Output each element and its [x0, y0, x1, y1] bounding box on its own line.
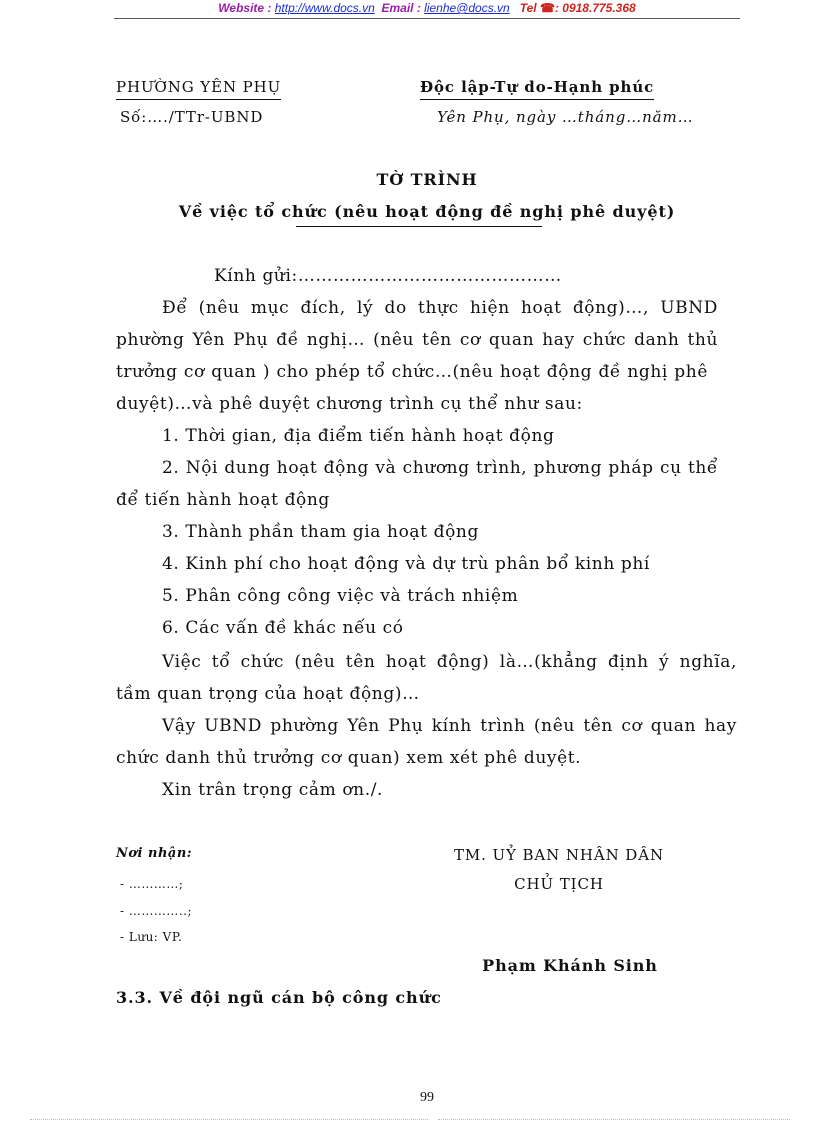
list-item-5: 5. Phân công công việc và trách nhiệm — [162, 586, 519, 606]
signer-name: Phạm Khánh Sinh — [482, 956, 658, 975]
significance-line-2: tầm quan trọng của hoạt động)… — [116, 684, 420, 704]
page-number: 99 — [420, 1090, 434, 1105]
tel-label: Tel — [519, 1, 537, 15]
list-item-3: 3. Thành phần tham gia hoạt động — [162, 522, 479, 542]
list-item-6: 6. Các vấn đề khác nếu có — [162, 618, 404, 638]
document-subtitle: Về việc tổ chức (nêu hoạt động đề nghị phê duyệt) — [178, 202, 676, 221]
section-heading: 3.3. Về đội ngũ cán bộ công chức — [116, 988, 442, 1007]
website-link[interactable]: http://www.docs.vn — [274, 1, 375, 15]
intro-line-2: phường Yên Phụ đề nghị… (nêu tên cơ quan hay chức danh thủ — [116, 330, 718, 350]
place-date: Yên Phụ, ngày …tháng…năm… — [437, 108, 694, 126]
list-item-1: 1. Thời gian, địa điểm tiến hành hoạt động — [162, 426, 555, 446]
recipient-line: Kính gửi:……………………………………… — [214, 266, 562, 286]
intro-line-4: duyệt)…và phê duyệt chương trình cụ thể như sau: — [116, 394, 583, 414]
list-item-2: 2. Nội dung hoạt động và chương trình, phương pháp cụ thể — [162, 458, 718, 478]
website-label: Website — [218, 1, 265, 15]
intro-line-3: trưởng cơ quan ) cho phép tổ chức…(nêu hoạt động đề nghị phê — [116, 362, 708, 382]
recipient-item: - …………; — [120, 877, 184, 891]
significance-line-1: Việc tổ chức (nêu tên hoạt động) là…(khẳng định ý nghĩa, — [162, 652, 737, 672]
document-number: Số:…./TTr-UBND — [120, 108, 264, 126]
tel-value: : 0918.775.368 — [554, 1, 636, 15]
thanks-line: Xin trân trọng cảm ơn./. — [162, 780, 384, 800]
national-motto: Độc lập-Tự do-Hạnh phúc — [420, 78, 654, 96]
site-header: Website : http://www.docs.vn Email : lienhe@docs.vn Tel ☎: 0918.775.368 — [218, 1, 636, 15]
footer-dotted-rule — [438, 1119, 790, 1120]
list-item-2-cont: để tiến hành hoạt động — [116, 490, 330, 510]
list-item-4: 4. Kinh phí cho hoạt động và dự trù phân bổ kinh phí — [162, 554, 650, 574]
header-divider — [114, 18, 740, 19]
phone-icon: ☎ — [540, 1, 555, 15]
document-title: TỜ TRÌNH — [376, 170, 478, 189]
signature-org: TM. UỶ BAN NHÂN DÂN — [454, 846, 664, 864]
request-line-2: chức danh thủ trưởng cơ quan) xem xét phê duyệt. — [116, 748, 582, 768]
signature-title: CHỦ TỊCH — [514, 875, 604, 893]
recipient-item: - …………..; — [120, 904, 193, 918]
request-line-1: Vậy UBND phường Yên Phụ kính trình (nêu tên cơ quan hay — [162, 716, 737, 736]
recipients-label: Nơi nhận: — [116, 846, 193, 861]
intro-line-1: Để (nêu mục đích, lý do thực hiện hoạt động)…, UBND — [162, 298, 718, 318]
org-name: PHƯỜNG YÊN PHỤ — [116, 78, 281, 96]
subtitle-underline — [296, 226, 542, 227]
email-label: Email — [381, 1, 414, 15]
email-link[interactable]: lienhe@docs.vn — [424, 1, 510, 15]
recipient-item: - Lưu: VP. — [120, 930, 183, 944]
footer-dotted-rule — [30, 1119, 428, 1120]
